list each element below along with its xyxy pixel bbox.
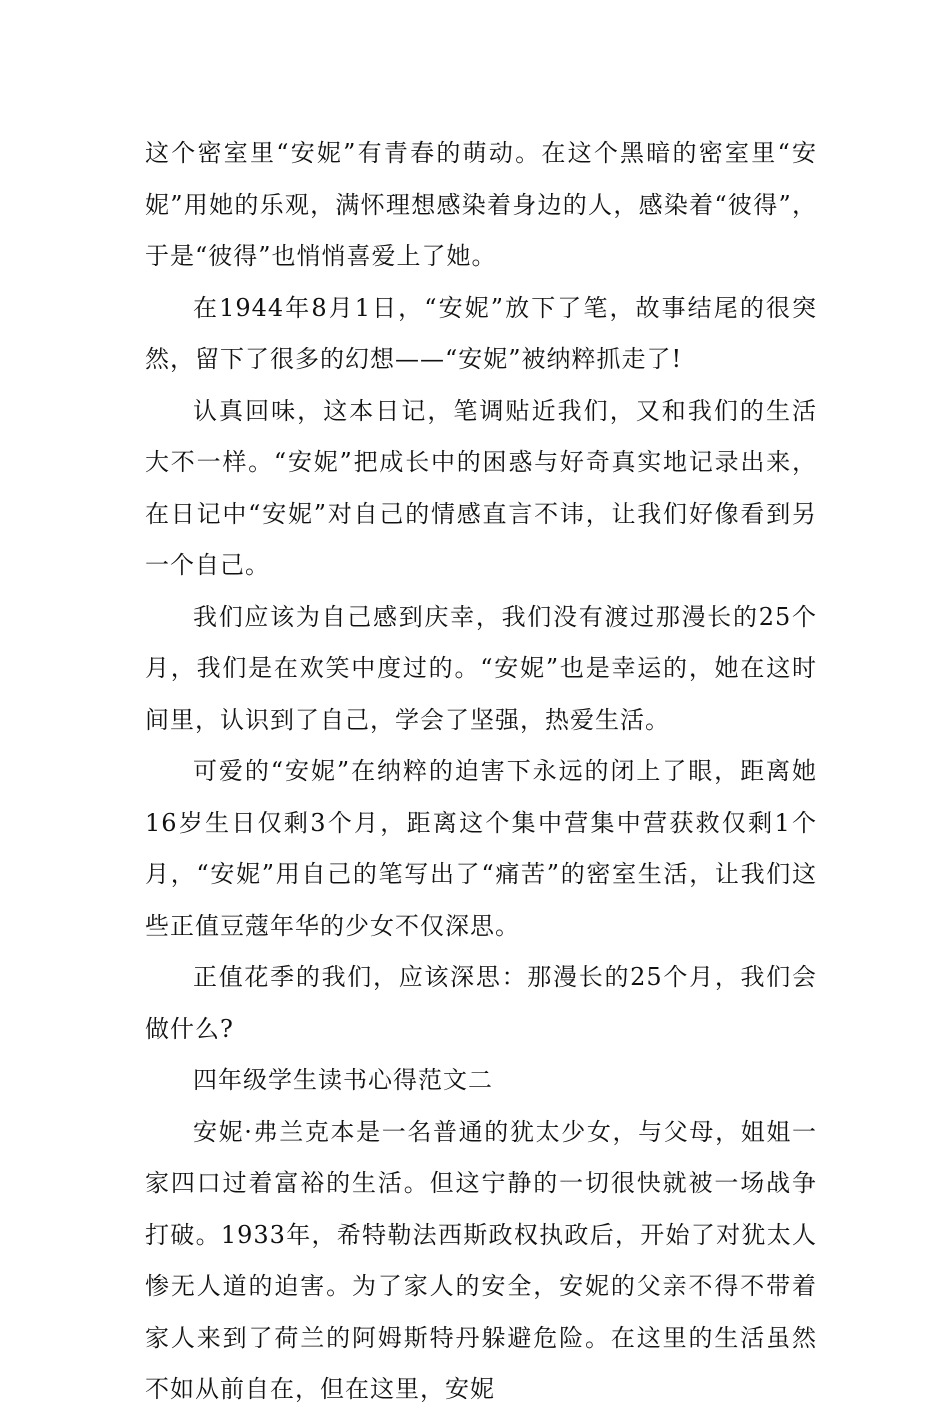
- document-body: [145, 128, 817, 1416]
- paragraph: 在1944年8月1日，“安妮”放下了笔，故事结尾的很突然，留下了很多的幻想——“安妮”被纳粹抓走了!: [145, 293, 817, 373]
- paragraph: 正值花季的我们，应该深思：那漫长的25个月，我们会做什么?: [145, 963, 817, 1043]
- section-heading: 四年级学生读书心得范文二: [193, 1066, 493, 1094]
- paragraph: 可爱的“安妮”在纳粹的迫害下永远的闭上了眼，距离她16岁生日仅剩3个月，距离这个集中营集中营获救仅剩1个月，“安妮”用自己的笔写出了“痛苦”的密室生活，让我们这些正值豆蔻年华的少女不仅深思。: [145, 757, 817, 940]
- paragraph: 我们应该为自己感到庆幸，我们没有渡过那漫长的25个月，我们是在欢笑中度过的。“安妮”也是幸运的，她在这时间里，认识到了自己，学会了坚强，热爱生活。: [145, 602, 817, 734]
- paragraph: 这个密室里“安妮”有青春的萌动。在这个黑暗的密室里“安妮”用她的乐观，满怀理想感染着身边的人，感染着“彼得”，于是“彼得”也悄悄喜爱上了她。: [145, 139, 817, 270]
- paragraph: 认真回味，这本日记，笔调贴近我们，又和我们的生活大不一样。“安妮”把成长中的困惑与好奇真实地记录出来，在日记中“安妮”对自己的情感直言不讳，让我们好像看到另一个自己。: [145, 396, 817, 579]
- paragraph: 安妮·弗兰克本是一名普通的犹太少女，与父母，姐姐一家四口过着富裕的生活。但这宁静的一切很快就被一场战争打破。1933年，希特勒法西斯政权执政后，开始了对犹太人惨无人道的迫害。为了家人的安全，安妮的父亲不得不带着家人来到了荷兰的阿姆斯特丹躲避危险。在这里的生活虽然不如从前自在，但在这里，安妮: [145, 1117, 817, 1403]
